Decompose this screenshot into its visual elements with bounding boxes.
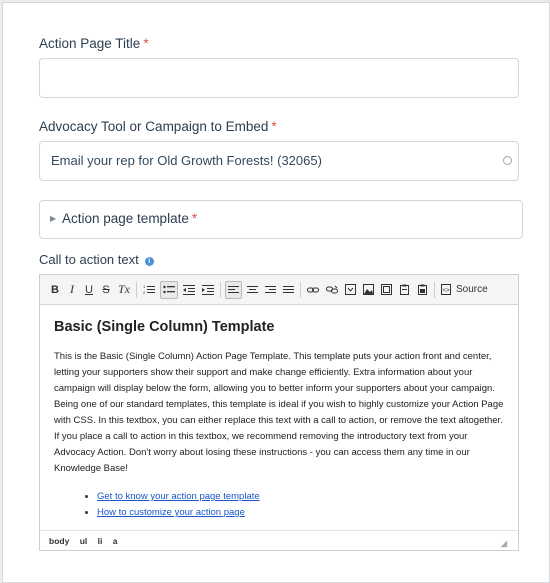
tool-label	[39, 119, 277, 134]
link-list	[54, 489, 506, 521]
template-paragraph: This is the Basic (Single Column) Action Page Template. This template puts your action front and center, letting your supporters show their support and make change efficiently. Extra information about your campaign will display below the form, allowing you to better inform your supporters about your campaign. Being one of our standard templates, this template is ideal if you wish to highly customize your Action Page with CSS. In this textbox, you can either replace this text with a call to action, or remove the text altogether. If you place a call to action in this textbox, we recommend removing the introductory text from your Advocacy Action. Don't worry about losing these instructions - you can access them any time in our Knowledge Base!	[54, 351, 504, 474]
paste-text-button[interactable]	[397, 281, 412, 299]
editor-content[interactable]	[40, 305, 518, 521]
rich-text-editor	[39, 274, 519, 551]
anchor-icon	[345, 284, 356, 295]
outdent-button[interactable]	[181, 281, 197, 299]
path-body[interactable]: body	[49, 536, 70, 546]
underline-button[interactable]: U	[85, 283, 93, 296]
form-panel	[2, 2, 550, 583]
indent-button[interactable]	[200, 281, 216, 299]
align-left-button[interactable]	[225, 281, 242, 299]
svg-text:2: 2	[143, 290, 146, 295]
image-icon	[363, 284, 374, 295]
info-icon[interactable]: i	[145, 257, 154, 266]
path-ul[interactable]: ul	[79, 536, 88, 546]
paste-word-button[interactable]	[415, 281, 430, 299]
advocacy-tool-value: Email your rep for Old Growth Forests! (32065)	[51, 153, 322, 168]
caret-right-icon: ▶	[50, 214, 57, 223]
align-center-button[interactable]	[245, 281, 260, 299]
title-label	[39, 36, 149, 51]
select-indicator-icon	[503, 156, 512, 165]
strikethrough-button[interactable]: S	[102, 283, 110, 296]
paste-word-icon	[417, 284, 428, 295]
template-label-text: Action page template	[62, 211, 189, 226]
required-mark: *	[143, 36, 149, 51]
resize-handle-icon[interactable]: ◢	[500, 539, 507, 548]
source-label: Source	[456, 284, 488, 295]
template-accordion[interactable]	[39, 200, 523, 239]
customize-guide-link[interactable]: How to customize your action page	[97, 507, 245, 518]
unlink-icon	[326, 285, 338, 295]
cta-label-text: Call to action text	[39, 252, 139, 267]
align-right-icon	[265, 285, 276, 295]
link-button[interactable]	[305, 281, 321, 299]
media-embed-icon	[381, 284, 392, 295]
svg-text:1: 1	[143, 284, 146, 289]
paste-icon	[399, 284, 410, 295]
unlink-button[interactable]	[324, 281, 340, 299]
justify-icon	[283, 285, 294, 295]
template-heading: Basic (Single Column) Template	[54, 319, 275, 335]
editor-toolbar	[40, 275, 518, 305]
path-li[interactable]: li	[97, 536, 103, 546]
remove-format-button[interactable]: Tx	[118, 282, 130, 296]
align-center-icon	[247, 285, 258, 295]
cta-label	[39, 252, 154, 267]
svg-text:<>: <>	[442, 288, 450, 294]
bulleted-list-icon	[163, 284, 175, 295]
advocacy-tool-select[interactable]	[39, 141, 519, 181]
editor-path-bar	[40, 530, 518, 550]
toolbar-separator	[300, 282, 301, 298]
align-left-icon	[228, 285, 239, 295]
bold-button[interactable]: B	[51, 283, 59, 296]
indent-icon	[202, 284, 214, 295]
link-icon	[307, 285, 319, 295]
required-mark: *	[191, 211, 198, 226]
list-item	[97, 489, 506, 505]
image-button[interactable]	[361, 281, 376, 299]
template-guide-link[interactable]: Get to know your action page template	[97, 491, 260, 502]
italic-button[interactable]: I	[70, 282, 74, 296]
outdent-icon	[183, 284, 195, 295]
toolbar-separator	[434, 282, 435, 298]
numbered-list-button[interactable]	[141, 281, 157, 299]
source-icon	[441, 284, 451, 295]
toolbar-separator	[136, 282, 137, 298]
toolbar-separator	[220, 282, 221, 298]
action-page-title-input[interactable]	[39, 58, 519, 98]
list-item	[97, 505, 506, 521]
path-a[interactable]: a	[112, 536, 118, 546]
bulleted-list-button[interactable]	[160, 281, 178, 299]
required-mark: *	[271, 119, 277, 134]
tool-label-text: Advocacy Tool or Campaign to Embed	[39, 119, 269, 134]
justify-button[interactable]	[281, 281, 296, 299]
media-embed-button[interactable]	[379, 281, 394, 299]
source-button[interactable]	[439, 281, 492, 299]
align-right-button[interactable]	[263, 281, 278, 299]
anchor-button[interactable]	[343, 281, 358, 299]
title-label-text: Action Page Title	[39, 36, 141, 51]
template-label	[62, 211, 197, 226]
numbered-list-icon	[143, 284, 155, 295]
